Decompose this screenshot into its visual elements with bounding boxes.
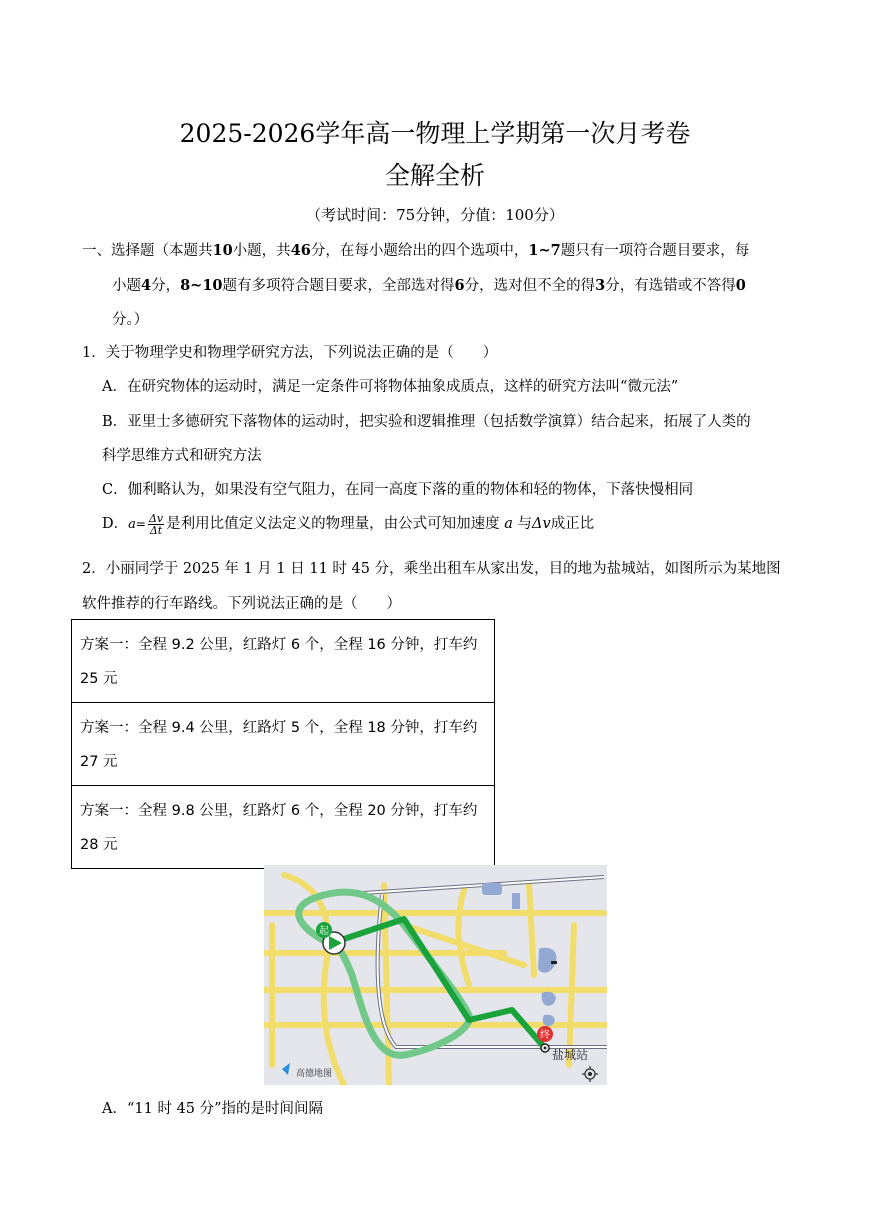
q1-option-b-line2: 科学思维方式和研究方法: [102, 448, 262, 464]
q1-option-d: D．a= $\frac{\Delta v}{\Delta t}$ 是利用比值定义法定义的物理量，由公式可知加速度 a 与Δv成正比: [102, 511, 595, 537]
end-marker-label: 终: [540, 1030, 550, 1041]
start-marker-label: 起: [319, 926, 329, 937]
page-subtitle: 全解全析: [384, 161, 485, 190]
plan-cell: 方案一：全程 9.2 公里，红路灯 6 个，全程 16 分钟，打车约 25 元: [72, 620, 495, 703]
acceleration-formula: a= $\frac{\Delta v}{\Delta t}$: [128, 511, 164, 537]
table-row: [72, 620, 495, 703]
q1-option-b-line1: B．亚里士多德研究下落物体的运动时，把实验和逻辑推理（包括数学演算）结合起来，拓展了人类的: [102, 414, 751, 430]
exam-info: （考试时间：75分钟，分值：100分）: [306, 206, 564, 224]
table-row: [72, 786, 495, 869]
table-row: [72, 703, 495, 786]
page-title: 2025-2026学年高一物理上学期第一次月考卷: [179, 119, 691, 148]
section-instructions-line1: 一、选择题（本题共10小题，共46分，在每小题给出的四个选项中，1~7题只有一项符合题目要求，每: [82, 242, 750, 259]
q1-stem: 1．关于物理学史和物理学研究方法，下列说法正确的是（ ）: [82, 345, 498, 361]
route-plans-table: [71, 619, 495, 869]
q1-option-c: C．伽利略认为，如果没有空气阻力，在同一高度下落的重的物体和轻的物体，下落快慢相同: [102, 482, 694, 498]
section-instructions-line2: 小题4分，8~10题有多项符合题目要求，全部选对得6分，选对但不全的得3分，有选错或不答得0: [112, 277, 746, 294]
q2-stem-line1: 2．小丽同学于 2025 年 1 月 1 日 11 时 45 分，乘坐出租车从家出发，目的地为盐城站，如图所示为某地图: [82, 561, 781, 577]
plan-cell: 方案一：全程 9.8 公里，红路灯 6 个，全程 20 分钟，打车约 28 元: [72, 786, 495, 869]
route-map: [264, 865, 607, 1085]
plan-cell: 方案一：全程 9.4 公里，红路灯 5 个，全程 18 分钟，打车约 27 元: [72, 703, 495, 786]
section-instructions-line3: 分。）: [112, 312, 149, 328]
map-brand-label: 高德地图: [296, 1069, 333, 1079]
q2-stem-line2: 软件推荐的行车路线。下列说法正确的是（ ）: [82, 596, 401, 612]
q2-option-a: A．“11 时 45 分”指的是时间间隔: [102, 1101, 324, 1117]
station-label: 盐城站: [552, 1048, 589, 1062]
q1-option-a: A．在研究物体的运动时，满足一定条件可将物体抽象成质点，这样的研究方法叫“微元法”: [102, 379, 679, 395]
